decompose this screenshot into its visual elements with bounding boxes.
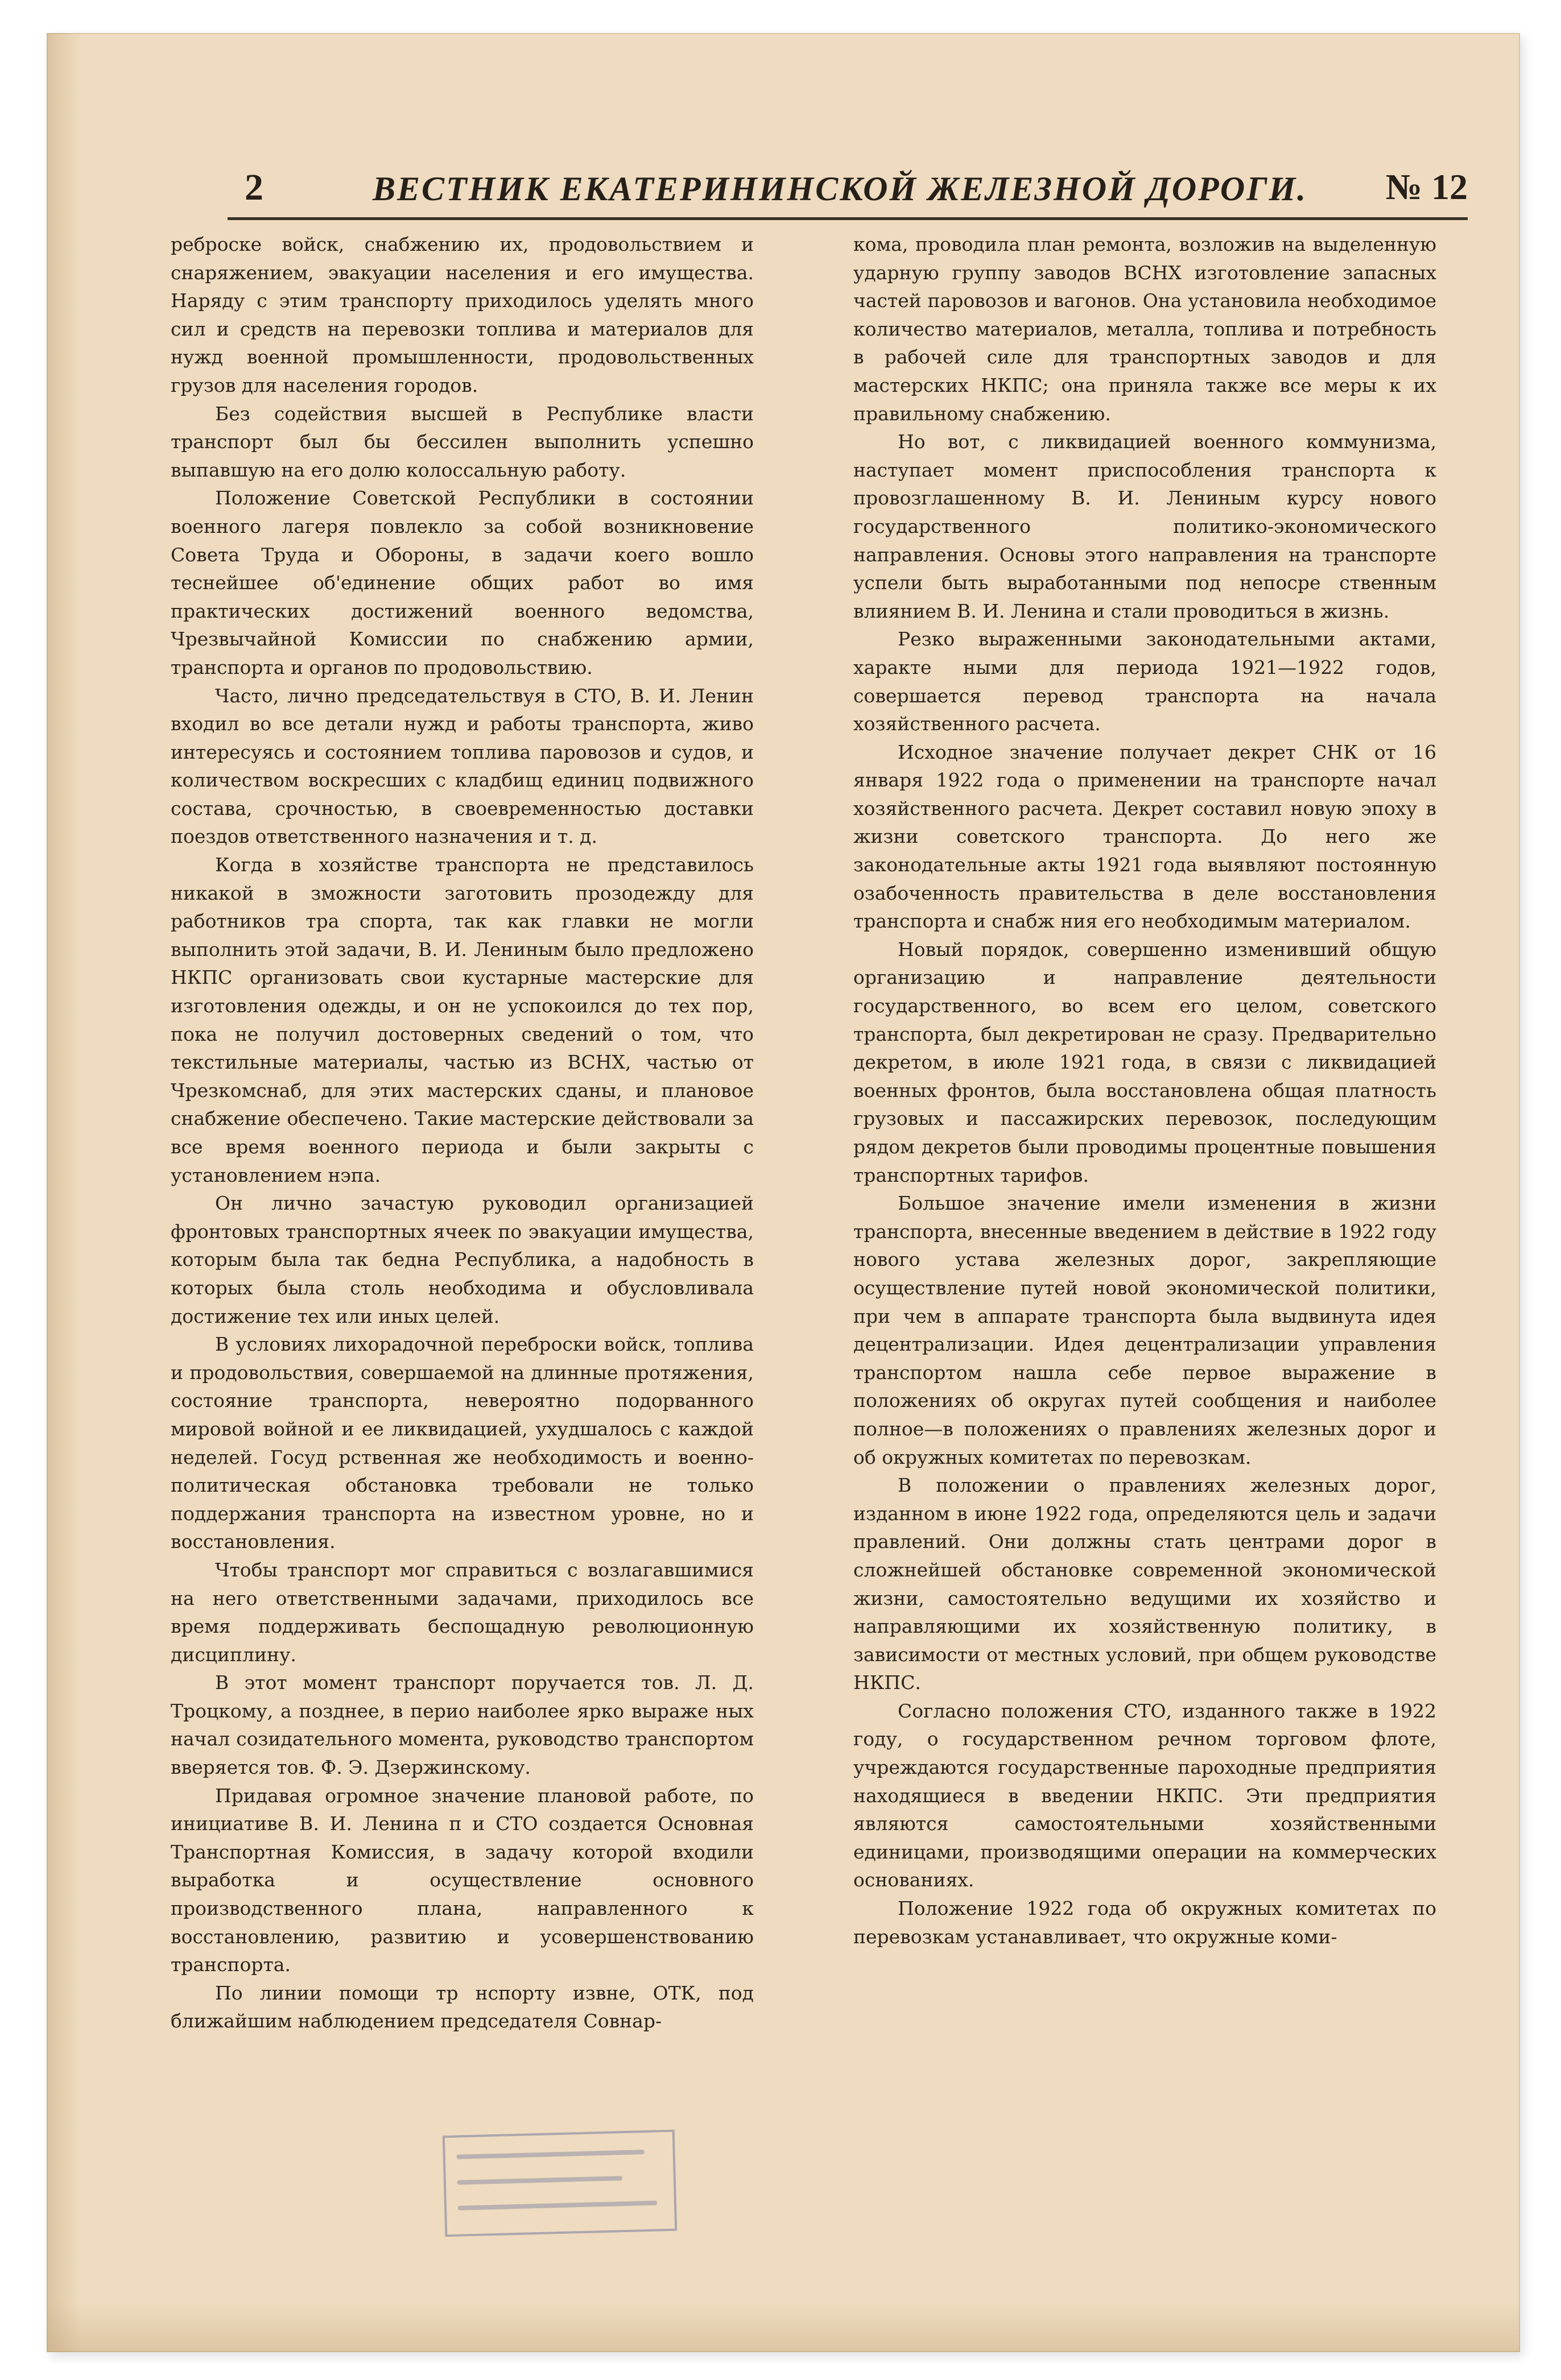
paragraph: Положение Советской Республики в состоянии военного лагеря повлекло за собой возникновение Совета Труда и Обороны, в задачи коего вошло теснейшее об'единение общих работ во имя практических достижений военного ведомства, Чрезвычайной Комиссии по снабжению армии, транспорта и органов по продовольствию.: [171, 487, 754, 678]
header-rule: [228, 217, 1468, 220]
paragraph: Когда в хозяйстве транспорта не представилось никакой в зможности заготовить прозодежду для работников тра спорта, так как главки не могли выполнить этой задачи, В. И. Лениным было предложено НКПС организовать свои кустарные мастерские для изготовления одежды, и он не успокоился до тех пор, пока не получил достоверных сведений о том, что текстильные материалы, частью из ВСНХ, частью от Чрезкомснаб, для этих мастерских сданы, и плановое снабжение обеспечено. Такие мастерские действовали за все время военного периода и были закрыты с установлением нэпа.: [171, 854, 754, 1186]
paragraph: Без содействия высшей в Республике власти транспорт был бы бессилен выполнить успешно выпавшую на его долю колоссальную работу.: [171, 402, 754, 481]
paragraph: Придавая огромное значение плановой работе, по инициативе В. И. Ленина п и СТО создается Основная Транспортная Комиссия, в задачу которой входили выработка и осуществление основного производственного плана, направленного к восстановлению, развитию и усовершенствованию транспорта.: [171, 1784, 754, 1976]
page-number: 2: [245, 167, 263, 208]
paragraph: Большое значение имели изменения в жизни транспорта, внесенные введением в действие в 1922 году нового устава железных дорог, закрепляющие осуществление путей новой экономической политики, при чем в аппарате транспорта была выдвинута идея децентрализации. Идея децентрализации управления транспортом нашла себе первое выражение в положениях об округах путей сообщения и наиболее полное—в положениях о правлениях железных дорог и об окружных комитетах по перевозкам.: [853, 1192, 1436, 1468]
page-header: [171, 130, 1468, 215]
page-bottom-shadow: [47, 2301, 1520, 2352]
paragraph: реброске войск, снабжению их, продовольствием и снаряжением, эвакуации населения и его имущества. Наряду с этим транспорту приходилось уделять много сил и средств на перевозки топлива и материалов для нужд военной промышленности, продовольственных грузов для населения городов.: [171, 233, 754, 396]
paragraph: Он лично зачастую руководил организацией фронтовых транспортных ячеек по эвакуации имущества, которым была так бедна Республика, а надобность в которых была столь необходима и обусловливала достижение тех или иных целей.: [171, 1192, 754, 1327]
paragraph: кома, проводила план ремонта, возложив на выделенную ударную группу заводов ВСНХ изготовление запасных частей паровозов и вагонов. Она установила необходимое количество материалов, металла, топлива и потребность в рабочей силе для транспортных заводов и для мастерских НКПС; она приняла также все меры к их правильному снабжению.: [853, 233, 1436, 425]
paragraph: Исходное значение получает декрет СНК от 16 января 1922 года о применении на транспорте начал хозяйственного расчета. Декрет составил новую эпоху в жизни советского транспорта. До него же законодательные акты 1921 года выявляют постоянную озабоченность правительства в деле восстановления транспорта и снабж ния его необходимым материалом.: [853, 740, 1436, 933]
paragraph: Резко выраженными законодательными актами, характе ными для периода 1921—1922 годов, совершается перевод транспорта на начала хозяйственного расчета.: [853, 628, 1436, 735]
paragraph: Согласно положения СТО, изданного также в 1922 году, о государственном речном торговом флоте, учреждаются государственные пароходные предприятия находящиеся в введении НКПС. Эти предприятия являются самостоятельными хозяйственными единицами, производящими операции на коммерческих основаниях.: [853, 1699, 1436, 1891]
paragraph: В этот момент транспорт поручается тов. Л. Д. Троцкому, а позднее, в перио наиболее ярко выраже ных начал созидательного момента, руководство транспортом вверяется тов. Ф. Э. Дзержинскому.: [171, 1671, 754, 1779]
right-column: [853, 230, 1436, 1951]
paragraph: В положении о правлениях железных дорог, изданном в июне 1922 года, определяются цель и задачи правлений. Они должны стать центрами дорог в сложнейшей обстановке современной экономической жизни, самостоятельно ведущими их хозяйство и направляющими их хозяйственную политику, в зависимости от местных условий, при общем руководстве НКПС.: [853, 1474, 1436, 1694]
stamp-mark: [458, 2201, 657, 2211]
paragraph: Часто, лично председательствуя в СТО, В. И. Ленин входил во все детали нужд и работы транспорта, живо интересуясь и состоянием топлива паровозов и судов, и количеством воскресших с кладбищ единиц подвижного состава, срочностью, в своевременностью доставки поездов ответственного назначения и т. д.: [171, 684, 754, 848]
newspaper-title: ВЕСТНИК ЕКАТЕРИНИНСКОЙ ЖЕЛЕЗНОЙ ДОРОГИ.: [373, 170, 1308, 208]
stamp-mark: [457, 2176, 622, 2185]
left-column: [171, 230, 754, 2035]
page-edge-shadow: [47, 33, 81, 2352]
paragraph: По линии помощи тр нспорту извне, ОТК, под ближайшим наблюдением председателя Совнар-: [171, 1981, 754, 2033]
paragraph: Чтобы транспорт мог справиться с возлагавшимися на него ответственными задачами, приходилось все время поддерживать беспощадную революционную дисциплину.: [171, 1558, 754, 1666]
paragraph: Положение 1922 года об окружных комитетах по перевозкам устанавливает, что окружные коми-: [853, 1897, 1436, 1948]
paragraph: В условиях лихорадочной переброски войск, топлива и продовольствия, совершаемой на длинные протяжения, состояние транспорта, невероятно подорванного мировой войной и ее ликвидацией, ухудшалось с каждой неделей. Госуд рственная же необходимость и военно-политическая обстановка требовали не только поддержания транспорта на известном уровне, но и восстановления.: [171, 1333, 754, 1553]
library-stamp: [443, 2130, 678, 2237]
paragraph: Новый порядок, совершенно изменивший общую организацию и направление деятельности государственного, во всем его целом, советского транспорта, был декретирован не сразу. Предварительно декретом, в июле 1921 года, в связи с ликвидацией военных фронтов, была восстановлена общая платность грузовых и пассажирских перевозок, последующим рядом декретов были проводимы процентные повышения транспортных тарифов.: [853, 938, 1436, 1186]
paragraph: Но вот, с ликвидацией военного коммунизма, наступает момент приспособления транспорта к провозглашенному В. И. Лениным курсу нового государственного политико-экономического направления. Основы этого направления на транспорте успели быть выработанными под непосре ственным влиянием В. И. Ленина и стали проводиться в жизнь.: [853, 431, 1436, 622]
stamp-mark: [457, 2150, 645, 2159]
issue-number: № 12: [1385, 167, 1468, 207]
